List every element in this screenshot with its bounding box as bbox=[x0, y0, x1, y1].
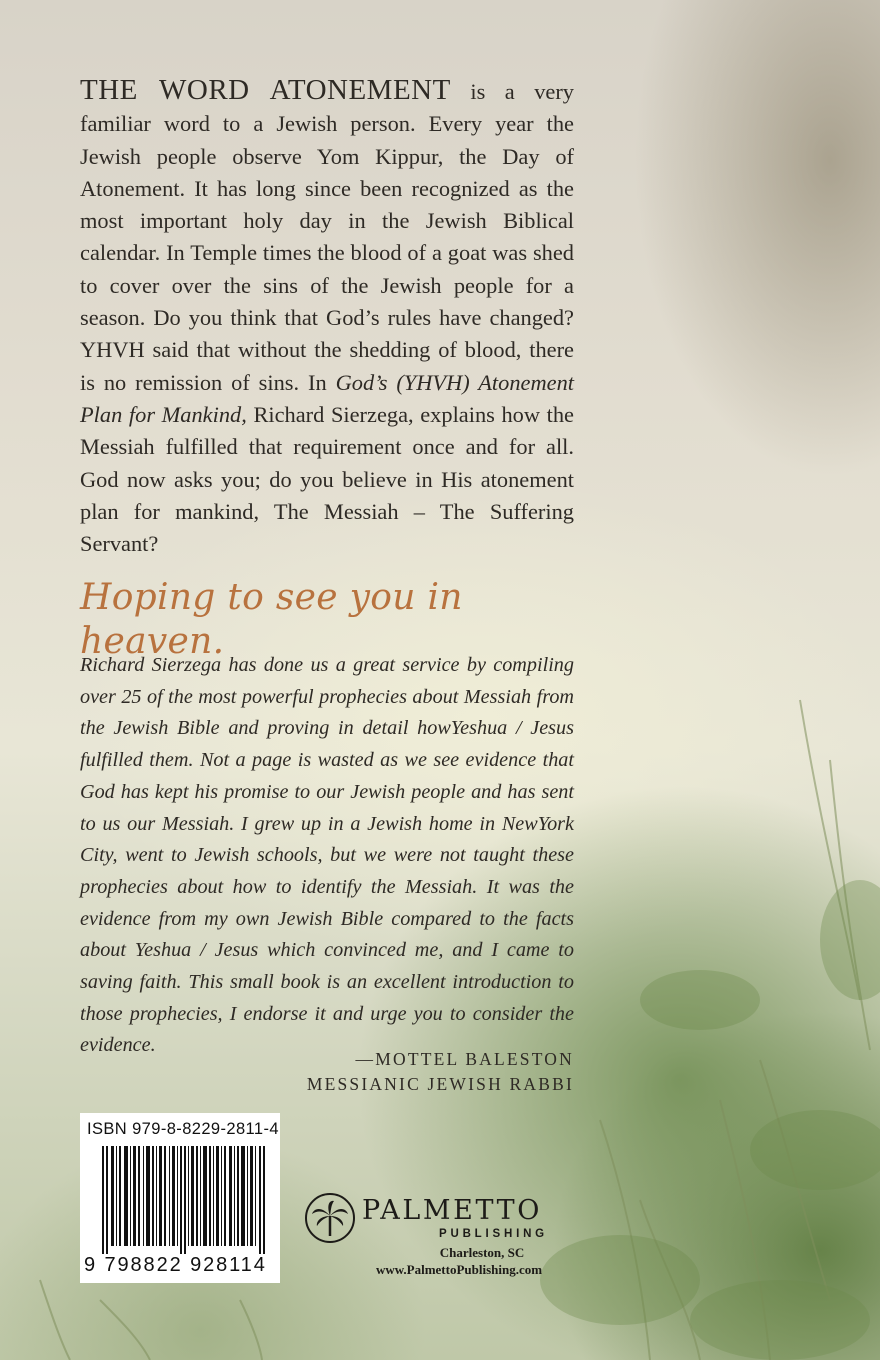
endorsement-quote: Richard Sierzega has done us a great service by compiling over 25 of the most powerful prophecies about Messiah from the Jewish Bible and proving in detail howYeshua / Jesus fulfilled them. Not a page is wasted as we see evidence that God has kept his promise to our Jewish people and has sent to us our Messiah. I grew up in a Jewish home in NewYork City, went to Jewish schools, but we were not taught these prophecies about how to identify the Messiah. It was the evidence from my own Jewish Bible compared to the facts about Yeshua / Jesus which convinced me, and I came to saving faith. This small book is an excellent introduction to those prophecies, I endorse it and urge you to consider the evidence. bbox=[80, 654, 574, 1057]
barcode-bars bbox=[102, 1146, 266, 1254]
book-title-reference: God’s (YHVH) Atonement Plan for Mankind, bbox=[80, 369, 574, 427]
description-text-part1: is a very familiar word to a Jewish person. Every year the Jewish people observe Yom Kippur, the Day of Atonement. It has long since been recognized as the most important holy day in the Jewish Biblical calendar. In Temple times the blood of a goat was shed to cover over the sins of the Jewish people for a season. Do you think that God’s rules have changed? YHVH said that without the shedding of blood, there is no remission of sins. In bbox=[80, 79, 575, 395]
publisher-subname: PUBLISHING bbox=[439, 1228, 548, 1240]
isbn-barcode bbox=[80, 1113, 280, 1283]
endorsement-author-title: MESSIANIC JEWISH RABBI bbox=[306, 1074, 574, 1094]
description-text-part2: Richard Sierzega, explains how the Messiah fulfilled that requirement once and for all. God now asks you; do you believe in His atonement plan for mankind, The Messiah – The Suffering Servant? bbox=[80, 401, 574, 557]
barcode-number: 9 798822 928114 bbox=[84, 1254, 267, 1276]
publisher-city: Charleston, SC bbox=[439, 1245, 525, 1260]
description-lead: THE WORD ATONEMENT bbox=[80, 74, 451, 106]
book-description bbox=[80, 74, 574, 560]
publisher-name: PALMETTO bbox=[362, 1195, 542, 1226]
publisher-block bbox=[304, 1190, 584, 1290]
endorsement-attribution bbox=[307, 1047, 574, 1097]
endorsement-author: —MOTTEL BALESTON bbox=[355, 1049, 574, 1069]
tagline: Hoping to see you in heaven. bbox=[80, 577, 463, 662]
isbn-label: ISBN 979-8-8229-2811-4 bbox=[87, 1120, 279, 1138]
publisher-url: www.PalmettoPublishing.com bbox=[375, 1262, 543, 1277]
palm-tree-icon bbox=[304, 1192, 356, 1244]
